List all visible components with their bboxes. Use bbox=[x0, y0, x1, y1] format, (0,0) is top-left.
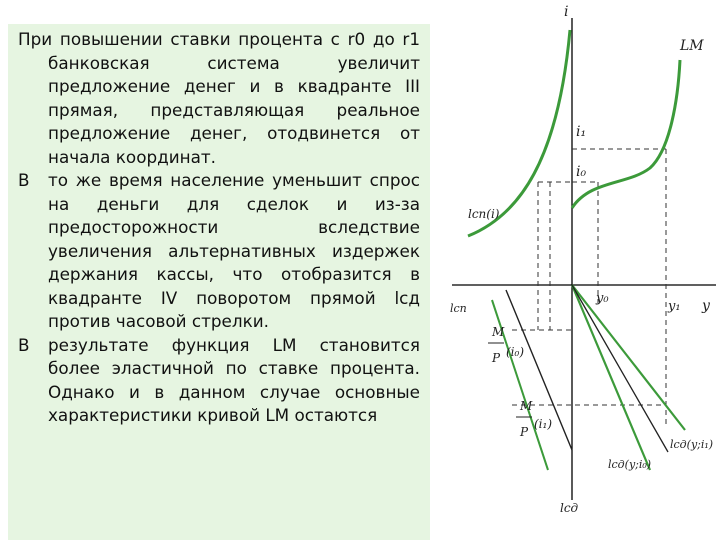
label-y1: y₁ bbox=[668, 299, 681, 314]
lsp-curve bbox=[468, 30, 570, 236]
paragraph-1-text: При повышении ставки процента с r0 до r1 банковская система увеличит предложение денег и в квадранте III прямая, представляющая реальное предложение денег, отодвинется от начала координат. bbox=[18, 29, 420, 167]
label-lcd0: lсд(y;i₀) bbox=[608, 458, 652, 471]
label-i1: i₁ bbox=[576, 124, 587, 140]
paragraph-3 bbox=[18, 334, 420, 428]
label-mp-top-1: M bbox=[520, 399, 533, 413]
paragraph-2 bbox=[18, 169, 420, 334]
label-lsm: lсп bbox=[450, 302, 467, 315]
label-y: y bbox=[702, 298, 710, 314]
label-lcd1: lсд(y;i₁) bbox=[670, 438, 714, 451]
paragraph-1 bbox=[18, 28, 420, 169]
label-lm: LM bbox=[680, 38, 704, 54]
dashed-guides bbox=[512, 149, 666, 425]
label-i: i bbox=[564, 4, 569, 20]
label-mp-top-0: M bbox=[492, 325, 505, 339]
lm-curve bbox=[572, 60, 680, 208]
paragraph-3-text: результате функция LM становится более эластичной по ставке процента. Однако и в данном случае основные характеристики кривой LM остаются bbox=[48, 334, 420, 425]
lcd-line-0 bbox=[572, 285, 650, 470]
label-y0: y₀ bbox=[596, 291, 609, 306]
label-lcd-axis: lсд bbox=[560, 501, 579, 515]
label-m0: (i₀) bbox=[506, 345, 525, 359]
label-mp-bottom-0: P bbox=[492, 351, 501, 365]
lcd-line-dark bbox=[572, 285, 668, 452]
label-lsp: lсп(i) bbox=[468, 207, 500, 221]
label-mp-bottom-1: P bbox=[520, 425, 529, 439]
paragraph-3-bullet: В bbox=[18, 334, 30, 355]
paragraph-2-bullet: В bbox=[18, 170, 30, 190]
lm-diagram bbox=[440, 0, 720, 540]
label-i0: i₀ bbox=[576, 164, 587, 180]
label-m1: (i₁) bbox=[534, 417, 553, 431]
text-panel bbox=[8, 24, 430, 540]
paragraph-2-text: то же время население уменьшит спрос на деньги для сделок и из-за предосторожности вследствие увеличения альтернативных издержек держания кассы, что отобразится в квадранте IV поворотом прямой lcд против часовой стрелки. bbox=[48, 170, 420, 331]
